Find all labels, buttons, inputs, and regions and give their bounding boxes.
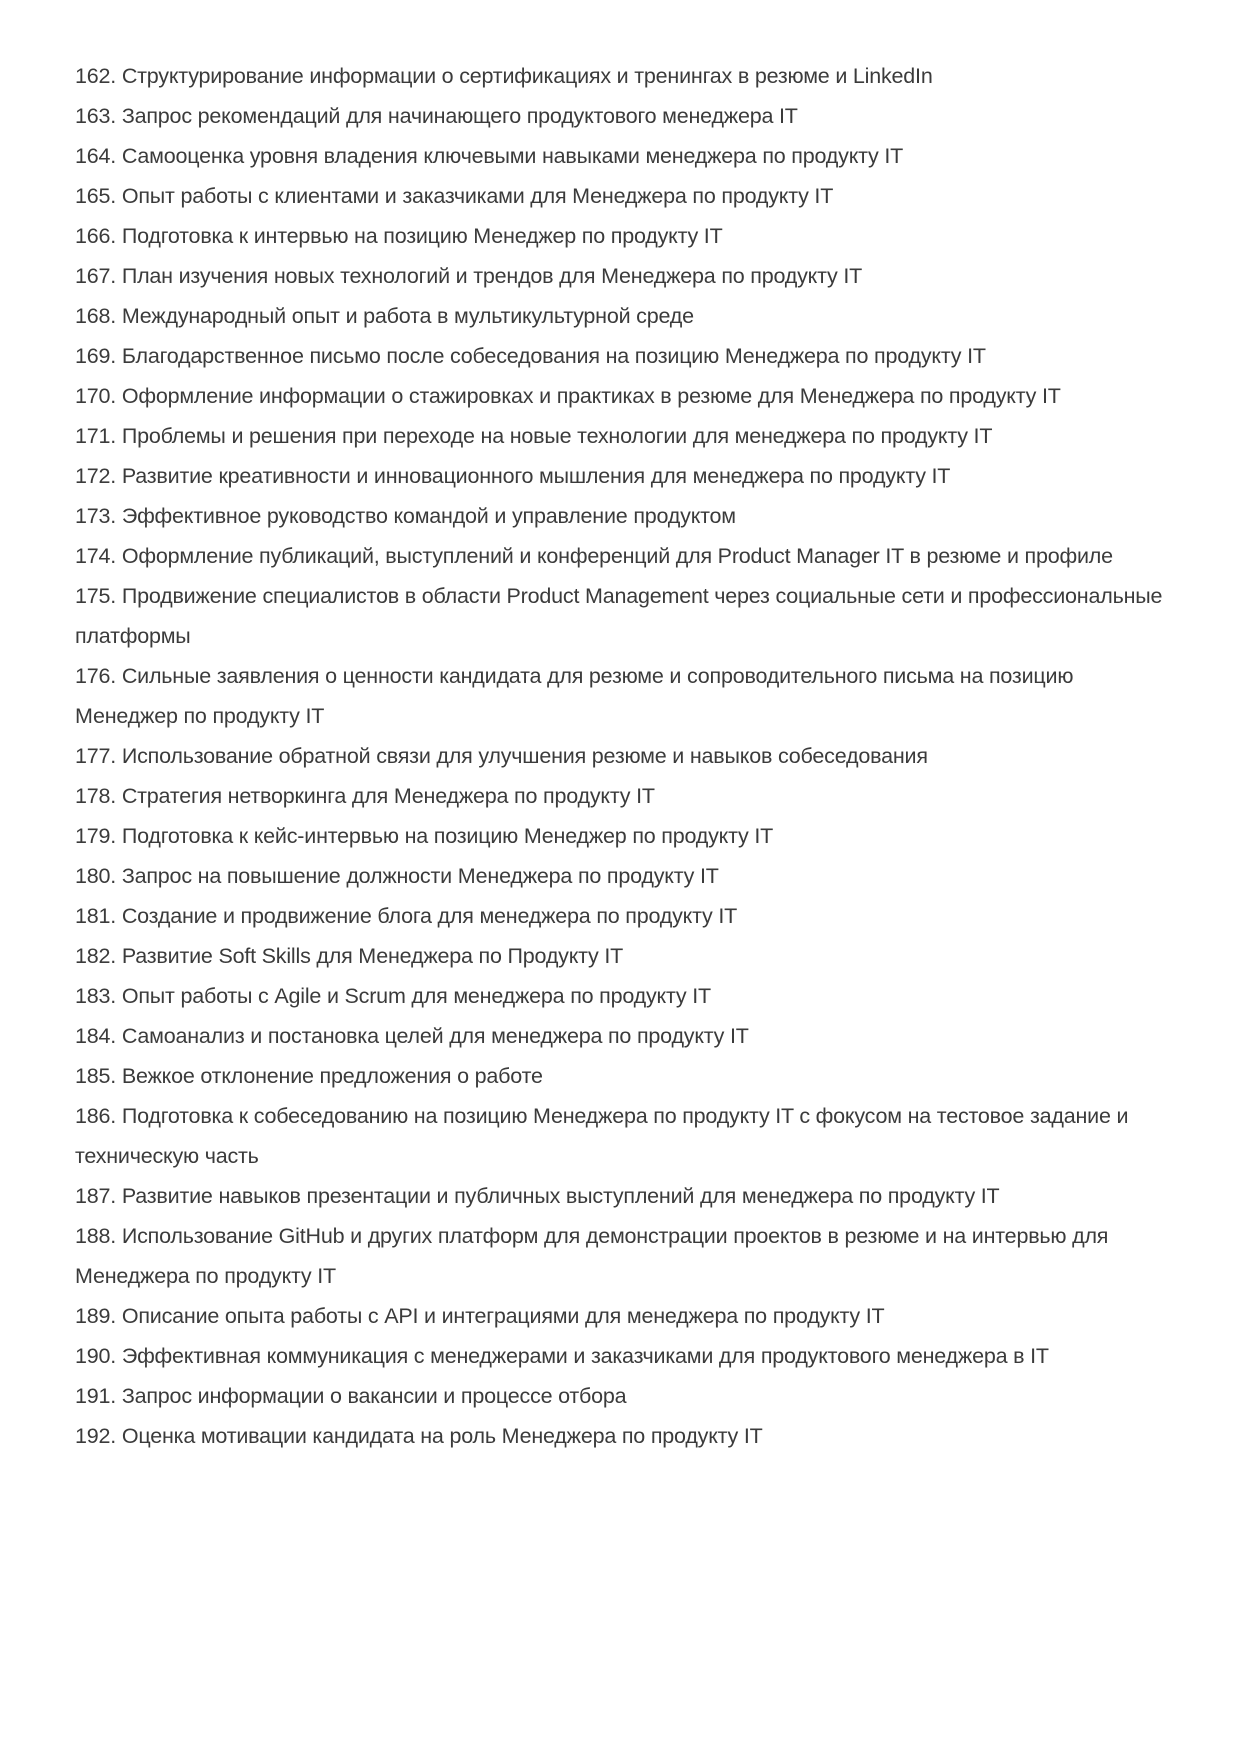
list-item: 163. Запрос рекомендаций для начинающего продуктового менеджера IT [75, 104, 798, 128]
list-item: 166. Подготовка к интервью на позицию Менеджер по продукту IT [75, 224, 723, 248]
list-item: 182. Развитие Soft Skills для Менеджера по Продукту IT [75, 944, 624, 968]
list-item: 173. Эффективное руководство командой и управление продуктом [75, 504, 736, 528]
list-item: 169. Благодарственное письмо после собеседования на позицию Менеджера по продукту IT [75, 344, 986, 368]
list-item: 167. План изучения новых технологий и трендов для Менеджера по продукту IT [75, 264, 863, 288]
list-item: 168. Международный опыт и работа в мультикультурной среде [75, 304, 694, 328]
list-item: 162. Структурирование информации о сертификациях и тренингах в резюме и LinkedIn [75, 64, 933, 88]
list-item: 179. Подготовка к кейс-интервью на позицию Менеджер по продукту IT [75, 824, 774, 848]
list-item: 188. Использование GitHub и других платформ для демонстрации проектов в резюме и на интервью для Менеджера по продукту IT [75, 1224, 1109, 1288]
list-item: 174. Оформление публикаций, выступлений и конференций для Product Manager IT в резюме и профиле [75, 544, 1113, 568]
list-item: 183. Опыт работы с Agile и Scrum для менеджера по продукту IT [75, 984, 711, 1008]
list-item: 176. Сильные заявления о ценности кандидата для резюме и сопроводительного письма на позицию Менеджер по продукту IT [75, 664, 1074, 728]
list-item: 170. Оформление информации о стажировках и практиках в резюме для Менеджера по продукту IT [75, 384, 1061, 408]
list-item: 186. Подготовка к собеседованию на позицию Менеджера по продукту IT с фокусом на тестовое задание и техническую часть [75, 1104, 1129, 1168]
list-item: 190. Эффективная коммуникация с менеджерами и заказчиками для продуктового менеджера в IT [75, 1344, 1049, 1368]
list-item: 180. Запрос на повышение должности Менеджера по продукту IT [75, 864, 719, 888]
list-item: 185. Вежкое отклонение предложения о работе [75, 1064, 543, 1088]
list-item: 164. Самооценка уровня владения ключевыми навыками менеджера по продукту IT [75, 144, 904, 168]
list-item: 177. Использование обратной связи для улучшения резюме и навыков собеседования [75, 744, 928, 768]
list-item: 192. Оценка мотивации кандидата на роль Менеджера по продукту IT [75, 1424, 763, 1448]
list-item: 165. Опыт работы с клиентами и заказчиками для Менеджера по продукту IT [75, 184, 834, 208]
list-item: 178. Стратегия нетворкинга для Менеджера по продукту IT [75, 784, 655, 808]
list-item: 181. Создание и продвижение блога для менеджера по продукту IT [75, 904, 738, 928]
list-item: 175. Продвижение специалистов в области Product Management через социальные сети и профессиональные платформы [75, 584, 1163, 648]
numbered-list [75, 56, 1169, 1456]
list-item: 172. Развитие креативности и инновационного мышления для менеджера по продукту IT [75, 464, 951, 488]
list-item: 171. Проблемы и решения при переходе на новые технологии для менеджера по продукту IT [75, 424, 993, 448]
list-item: 189. Описание опыта работы с API и интеграциями для менеджера по продукту IT [75, 1304, 885, 1328]
list-item: 191. Запрос информации о вакансии и процессе отбора [75, 1384, 627, 1408]
list-item: 187. Развитие навыков презентации и публичных выступлений для менеджера по продукту IT [75, 1184, 1000, 1208]
list-item: 184. Самоанализ и постановка целей для менеджера по продукту IT [75, 1024, 749, 1048]
